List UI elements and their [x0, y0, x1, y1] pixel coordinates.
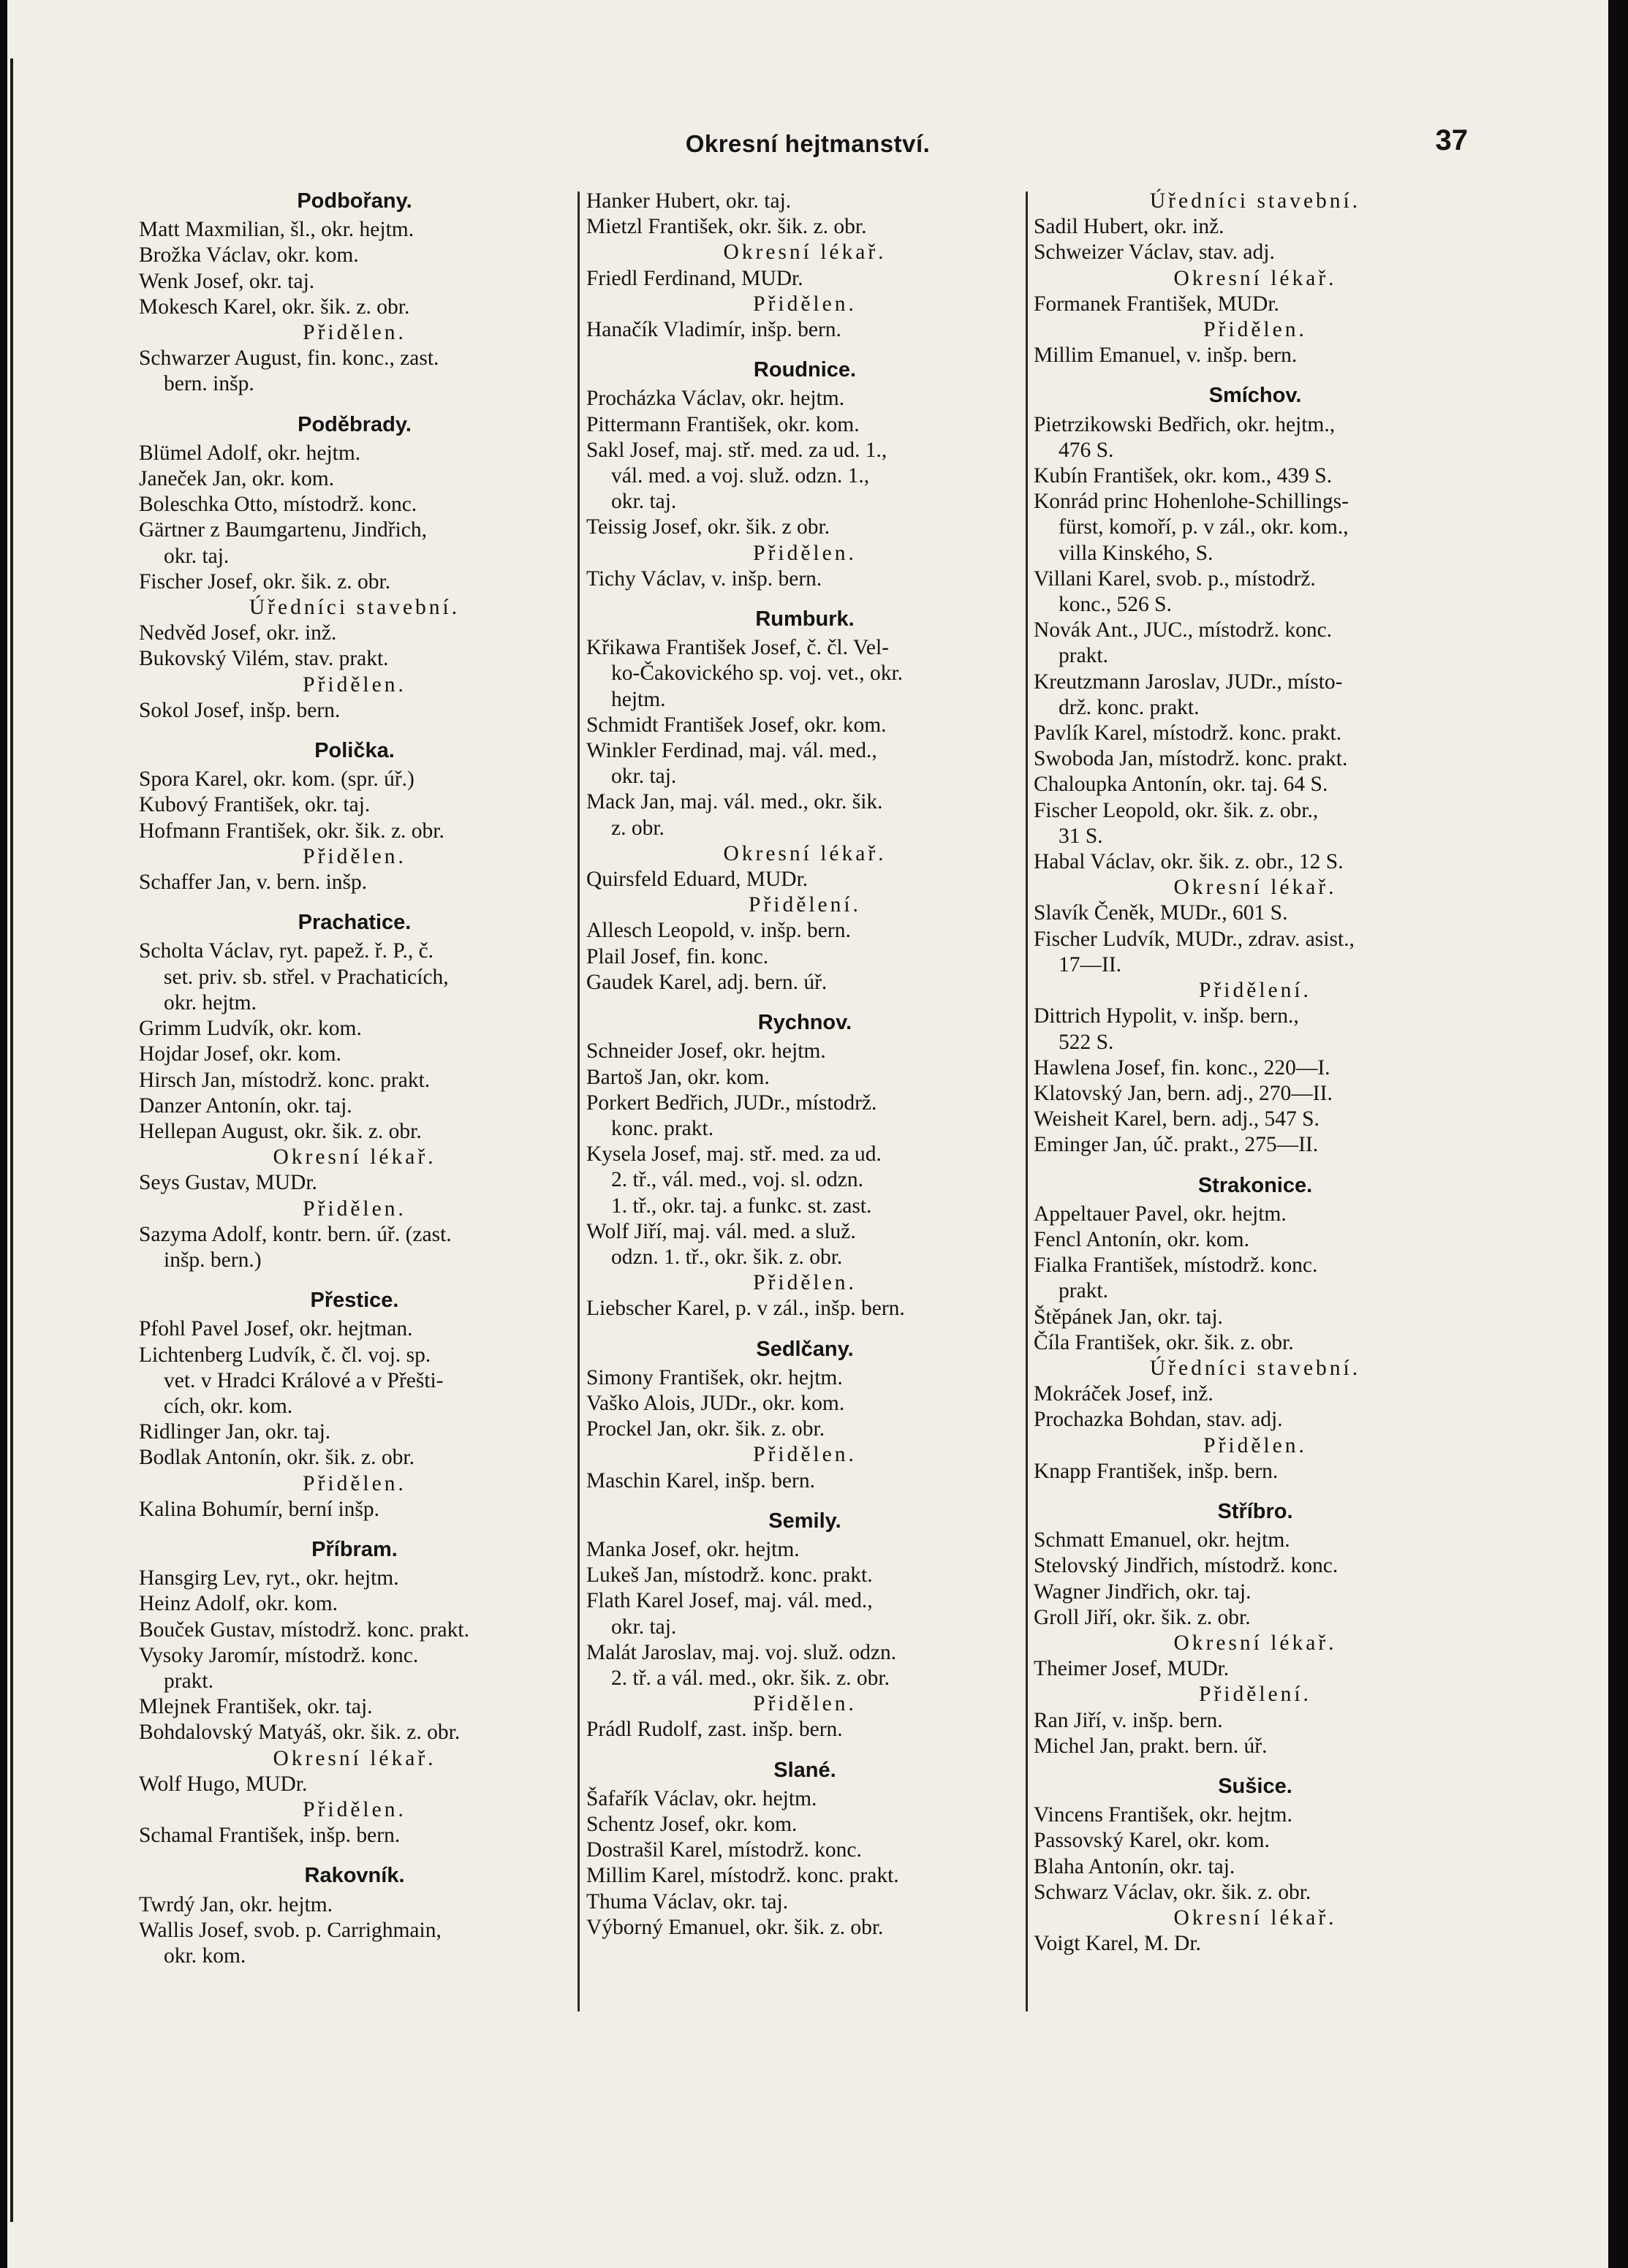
entry-line: Fencl Antonín, okr. kom. [1034, 1227, 1249, 1251]
entry-line: Štěpánek Jan, okr. taj. [1034, 1305, 1223, 1329]
entry-line: Hofmann František, okr. šik. z. obr. [139, 819, 444, 843]
subheading: Přidělen. [753, 292, 857, 316]
entry-line: Bartoš Jan, okr. kom. [586, 1065, 770, 1089]
entry-line: Výborný Emanuel, okr. šik. z. obr. [586, 1915, 884, 1939]
entry-line: Pfohl Pavel Josef, okr. hejtman. [139, 1317, 413, 1341]
entry-line: Schmidt František Josef, okr. kom. [586, 713, 887, 737]
entry-line: Schwarzer August, fin. konc., zast. [139, 346, 439, 371]
subheading: Okresní lékař. [723, 240, 887, 265]
entry-line: Kalina Bohumír, berní inšp. [139, 1497, 380, 1521]
entry-line: Sazyma Adolf, kontr. bern. úř. (zast. [139, 1222, 452, 1246]
entry-line: Simony František, okr. hejtm. [586, 1365, 843, 1389]
entry-line: hejtm. [611, 687, 666, 711]
entry-line: Flath Karel Josef, maj. vál. med., [586, 1589, 873, 1613]
entry-line: Swoboda Jan, místodrž. konc. prakt. [1034, 747, 1348, 771]
entry-line: prakt. [1059, 644, 1108, 668]
entry-line: Sakl Josef, maj. stř. med. za ud. 1., [586, 438, 887, 462]
column-rule-2 [1026, 191, 1028, 2011]
entry-line: Matt Maxmilian, šl., okr. hejtm. [139, 218, 414, 242]
entry-line: Voigt Karel, M. Dr. [1034, 1932, 1201, 1956]
document-page [7, 0, 1608, 2268]
entry-line: Fischer Ludvík, MUDr., zdrav. asist., [1034, 927, 1355, 951]
entry-line: odzn. 1. tř., okr. šik. z. obr. [611, 1245, 843, 1269]
entry-line: 2. tř., vál. med., voj. sl. odzn. [611, 1168, 863, 1192]
entry-line: Fialka František, místodrž. konc. [1034, 1254, 1318, 1278]
entry-line: Grimm Ludvík, okr. kom. [139, 1017, 362, 1041]
district-section [139, 1288, 570, 1522]
entry-line: Malát Jaroslav, maj. voj. služ. odzn. [586, 1640, 897, 1664]
entry-line: Bohdalovský Matyáš, okr. šik. z. obr. [139, 1721, 461, 1745]
entry-line: Fischer Leopold, okr. šik. z. obr., [1034, 798, 1319, 822]
entry-line: Pittermann František, okr. kom. [586, 412, 860, 436]
entry-line: Mack Jan, maj. vál. med., okr. šik. [586, 790, 883, 814]
entry-line: Hojdar Josef, okr. kom. [139, 1042, 341, 1066]
entry-line: 1. tř., okr. taj. a funkc. st. zast. [611, 1194, 872, 1218]
entry-line: Mokesch Karel, okr. šik. z. obr. [139, 295, 410, 319]
subheading: Okresní lékař. [273, 1145, 436, 1169]
entry-line: Manka Josef, okr. hejtm. [586, 1537, 800, 1561]
entry-line: Maschin Karel, inšp. bern. [586, 1468, 815, 1493]
entry-line: Schweizer Václav, stav. adj. [1034, 240, 1275, 265]
entry-line: Villani Karel, svob. p., místodrž. [1034, 566, 1316, 591]
entry-line: Winkler Ferdinad, maj. vál. med., [586, 739, 877, 763]
entry-line: Prádl Rudolf, zast. inšp. bern. [586, 1718, 843, 1742]
entry-line: Chaloupka Antonín, okr. taj. 64 S. [1034, 773, 1328, 797]
entry-line: Slavík Čeněk, MUDr., 601 S. [1034, 901, 1288, 925]
entry-line: Habal Václav, okr. šik. z. obr., 12 S. [1034, 850, 1344, 874]
entry-line: Mlejnek František, okr. taj. [139, 1695, 373, 1719]
subheading: Přidělen. [753, 1692, 857, 1716]
entry-line: Bukovský Vilém, stav. prakt. [139, 647, 389, 671]
entry-line: Sadil Hubert, okr. inž. [1034, 215, 1224, 239]
entry-line: Hanker Hubert, okr. taj. [586, 189, 792, 213]
subheading: Okresní lékař. [723, 841, 887, 865]
entry-line: Quirsfeld Eduard, MUDr. [586, 868, 809, 892]
entry-line: okr. kom. [164, 1944, 246, 1968]
entry-line: konc. prakt. [611, 1116, 714, 1140]
district-section [139, 189, 570, 398]
entry-line: Schmatt Emanuel, okr. hejtm. [1034, 1528, 1290, 1552]
district-heading: Rakovník. [304, 1864, 405, 1888]
entry-line: Prochazka Bohdan, stav. adj. [1034, 1408, 1283, 1432]
district-section [1034, 1173, 1477, 1484]
entry-line: Lichtenberg Ludvík, č. čl. voj. sp. [139, 1343, 431, 1367]
entry-line: fürst, komoří, p. v zál., okr. kom., [1059, 515, 1349, 539]
subheading: Úředníci stavební. [1149, 1356, 1361, 1380]
entry-line: Fischer Josef, okr. šik. z. obr. [139, 569, 391, 593]
entry-line: Bouček Gustav, místodrž. konc. prakt. [139, 1617, 469, 1642]
entry-line: drž. konc. prakt. [1059, 695, 1200, 719]
entry-line: Porkert Bedřich, JUDr., místodrž. [586, 1091, 877, 1115]
subheading: Přidělen. [303, 321, 406, 345]
entry-line: Weisheit Karel, bern. adj., 547 S. [1034, 1107, 1320, 1131]
subheading: Okresní lékař. [1173, 266, 1337, 290]
entry-line: Klatovský Jan, bern. adj., 270—II. [1034, 1081, 1333, 1105]
district-heading: Sušice. [1218, 1774, 1292, 1798]
district-heading: Sedlčany. [756, 1337, 854, 1361]
subheading: Přidělení. [1199, 1683, 1311, 1707]
district-section [1034, 383, 1477, 1158]
entry-line: Plail Josef, fin. konc. [586, 944, 769, 968]
entry-line: 522 S. [1059, 1030, 1114, 1054]
entry-line: Janeček Jan, okr. kom. [139, 467, 335, 491]
entry-line: Novák Ant., JUC., místodrž. konc. [1034, 618, 1333, 642]
page-number: 37 [1435, 124, 1468, 156]
district-section [139, 412, 570, 724]
subheading: Přidělen. [303, 1797, 406, 1821]
entry-line: Kysela Josef, maj. stř. med. za ud. [586, 1142, 882, 1167]
subheading: Přidělení. [1199, 979, 1311, 1003]
entry-line: vet. v Hradci Králové a v Přešti- [164, 1368, 444, 1392]
entry-line: Číla František, okr. šik. z. obr. [1034, 1330, 1294, 1354]
entry-line: Formanek František, MUDr. [1034, 292, 1279, 316]
entry-line: Heinz Adolf, okr. kom. [139, 1592, 338, 1616]
entry-line: Knapp František, inšp. bern. [1034, 1459, 1279, 1483]
entry-line: Passovský Karel, okr. kom. [1034, 1829, 1270, 1853]
district-heading: Smíchov. [1208, 384, 1302, 408]
subheading: Přidělen. [303, 844, 406, 868]
entry-line: Ridlinger Jan, okr. taj. [139, 1420, 331, 1444]
district-section [586, 357, 1023, 592]
entry-line: Seys Gustav, MUDr. [139, 1171, 317, 1195]
entry-line: z. obr. [611, 816, 665, 840]
district-section [1034, 189, 1477, 368]
entry-line: Blümel Adolf, okr. hejtm. [139, 441, 361, 465]
district-heading: Slané. [773, 1758, 836, 1782]
entry-line: Hawlena Josef, fin. konc., 220—I. [1034, 1055, 1330, 1080]
district-heading: Rychnov. [757, 1011, 852, 1035]
district-section [1034, 1499, 1477, 1759]
subheading: Okresní lékař. [1173, 1906, 1337, 1930]
district-section [586, 1509, 1023, 1743]
entry-line: Prockel Jan, okr. šik. z. obr. [586, 1417, 825, 1441]
subheading: Přidělen. [1203, 1433, 1307, 1457]
entry-line: 476 S. [1059, 438, 1114, 462]
district-section [139, 738, 570, 895]
entry-line: Mokráček Josef, inž. [1034, 1382, 1214, 1406]
subheading: Úředníci stavební. [1149, 189, 1361, 213]
district-heading: Příbram. [311, 1537, 398, 1561]
entry-line: Friedl Ferdinand, MUDr. [586, 266, 803, 290]
entry-line: Hirsch Jan, místodrž. konc. prakt. [139, 1068, 431, 1092]
column-1 [139, 189, 570, 1969]
district-heading: Roudnice. [753, 358, 857, 382]
entry-line: Appeltauer Pavel, okr. hejtm. [1034, 1202, 1287, 1226]
district-section [1034, 1774, 1477, 1957]
entry-line: Stelovský Jindřich, místodrž. konc. [1034, 1554, 1339, 1578]
entry-line: Wallis Josef, svob. p. Carrighmain, [139, 1918, 442, 1942]
entry-line: okr. hejtm. [164, 990, 257, 1014]
entry-line: ko-Čakovického sp. voj. vet., okr. [611, 661, 904, 686]
district-heading: Podbořany. [297, 189, 412, 213]
entry-line: Thuma Václav, okr. taj. [586, 1889, 789, 1914]
subheading: Přidělen. [753, 1271, 857, 1295]
entry-line: Kubový František, okr. taj. [139, 793, 371, 817]
entry-line: Hanačík Vladimír, inšp. bern. [586, 318, 841, 342]
running-header: Okresní hejtmanství. [685, 130, 931, 157]
entry-line: Schamal František, inšp. bern. [139, 1824, 401, 1848]
district-heading: Polička. [314, 739, 395, 763]
binding-edge [10, 58, 13, 2222]
entry-line: inšp. bern.) [164, 1248, 262, 1272]
entry-line: Michel Jan, prakt. bern. úř. [1034, 1734, 1268, 1758]
district-section [586, 1337, 1023, 1494]
entry-line: Vaško Alois, JUDr., okr. kom. [586, 1391, 845, 1415]
entry-line: prakt. [164, 1669, 213, 1693]
entry-line: okr. taj. [611, 490, 677, 514]
district-section [586, 1010, 1023, 1321]
subheading: Přidělen. [1203, 318, 1307, 342]
entry-line: cích, okr. kom. [164, 1394, 293, 1418]
district-heading: Prachatice. [298, 911, 412, 935]
entry-line: Tichy Václav, v. inšp. bern. [586, 566, 822, 591]
entry-line: Vysoky Jaromír, místodrž. konc. [139, 1643, 419, 1667]
entry-line: Dostrašil Karel, místodrž. konc. [586, 1838, 862, 1862]
district-heading: Poděbrady. [298, 412, 412, 436]
entry-line: Scholta Václav, ryt. papež. ř. P., č. [139, 939, 434, 963]
entry-line: Pavlík Karel, místodrž. konc. prakt. [1034, 721, 1342, 746]
district-heading: Rumburk. [755, 607, 855, 632]
entry-line: Wolf Jiří, maj. vál. med. a služ. [586, 1219, 856, 1243]
entry-line: Nedvěd Josef, okr. inž. [139, 621, 337, 645]
district-section [139, 910, 570, 1273]
entry-line: 17—II. [1059, 952, 1122, 976]
district-section [586, 189, 1023, 343]
entry-line: konc., 526 S. [1059, 593, 1172, 617]
entry-line: Pietrzikowski Bedřich, okr. hejtm., [1034, 412, 1336, 436]
district-heading: Stříbro. [1217, 1499, 1293, 1523]
entry-line: Ran Jiří, v. inšp. bern. [1034, 1708, 1223, 1732]
entry-line: Mietzl František, okr. šik. z. obr. [586, 215, 867, 239]
column-2 [586, 189, 1023, 1941]
district-section [586, 607, 1023, 995]
entry-line: Danzer Antonín, okr. taj. [139, 1093, 352, 1118]
entry-line: Millim Emanuel, v. inšp. bern. [1034, 344, 1298, 368]
subheading: Přidělen. [303, 1471, 406, 1495]
entry-line: Schentz Josef, okr. kom. [586, 1812, 798, 1836]
subheading: Přidělen. [753, 541, 857, 565]
entry-line: Theimer Josef, MUDr. [1034, 1657, 1230, 1681]
district-heading: Přestice. [310, 1289, 399, 1313]
entry-line: Šafařík Václav, okr. hejtm. [586, 1786, 817, 1810]
entry-line: Eminger Jan, úč. prakt., 275—II. [1034, 1133, 1319, 1157]
subheading: Přidělení. [749, 893, 861, 917]
entry-line: Wagner Jindřich, okr. taj. [1034, 1579, 1252, 1604]
column-3 [1034, 189, 1477, 1957]
entry-line: Hansgirg Lev, ryt., okr. hejtm. [139, 1566, 399, 1590]
subheading: Přidělen. [303, 672, 406, 697]
entry-line: Dittrich Hypolit, v. inšp. bern., [1034, 1004, 1299, 1028]
entry-line: Schwarz Václav, okr. šik. z. obr. [1034, 1880, 1311, 1904]
entry-line: okr. taj. [611, 765, 677, 789]
entry-line: prakt. [1059, 1279, 1108, 1303]
entry-line: Lukeš Jan, místodrž. konc. prakt. [586, 1563, 873, 1588]
entry-line: Křikawa František Josef, č. čl. Vel- [586, 636, 889, 660]
entry-line: Millim Karel, místodrž. konc. prakt. [586, 1864, 899, 1888]
subheading: Okresní lékař. [1173, 876, 1337, 900]
subheading: Okresní lékař. [273, 1746, 436, 1770]
entry-line: Wenk Josef, okr. taj. [139, 269, 315, 293]
entry-line: bern. inšp. [164, 372, 254, 396]
entry-line: vál. med. a voj. služ. odzn. 1., [611, 464, 870, 488]
entry-line: Allesch Leopold, v. inšp. bern. [586, 919, 851, 943]
entry-line: Liebscher Karel, p. v zál., inšp. bern. [586, 1297, 905, 1321]
entry-line: Wolf Hugo, MUDr. [139, 1772, 308, 1796]
entry-line: Brožka Václav, okr. kom. [139, 243, 359, 268]
column-rule-1 [578, 191, 580, 2011]
entry-line: Kubín František, okr. kom., 439 S. [1034, 464, 1333, 488]
entry-line: okr. taj. [164, 544, 230, 568]
entry-line: villa Kinského, S. [1059, 541, 1214, 565]
entry-line: Hellepan August, okr. šik. z. obr. [139, 1119, 422, 1143]
entry-line: 31 S. [1059, 824, 1103, 848]
entry-line: Groll Jiří, okr. šik. z. obr. [1034, 1605, 1251, 1629]
district-section [139, 1863, 570, 1969]
entry-line: Boleschka Otto, místodrž. konc. [139, 493, 417, 517]
subheading: Úředníci stavební. [249, 596, 461, 620]
district-section [139, 1537, 570, 1848]
district-section [586, 1758, 1023, 1941]
entry-line: Kreutzmann Jaroslav, JUDr., místo- [1034, 670, 1343, 694]
entry-line: Spora Karel, okr. kom. (spr. úř.) [139, 767, 414, 792]
entry-line: Gärtner z Baumgartenu, Jindřich, [139, 518, 428, 542]
entry-line: set. priv. sb. střel. v Prachaticích, [164, 965, 449, 989]
entry-line: Sokol Josef, inšp. bern. [139, 698, 341, 722]
entry-line: 2. tř. a vál. med., okr. šik. z. obr. [611, 1666, 890, 1690]
entry-line: Blaha Antonín, okr. taj. [1034, 1854, 1235, 1878]
district-heading: Strakonice. [1197, 1173, 1313, 1197]
entry-line: Vincens František, okr. hejtm. [1034, 1803, 1292, 1827]
entry-line: Twrdý Jan, okr. hejtm. [139, 1892, 333, 1916]
entry-line: Procházka Václav, okr. hejtm. [586, 387, 845, 411]
entry-line: okr. taj. [611, 1615, 677, 1639]
entry-line: Konrád princ Hohenlohe-Schillings- [1034, 490, 1349, 514]
district-heading: Semily. [768, 1509, 841, 1533]
entry-line: Teissig Josef, okr. šik. z obr. [586, 515, 830, 539]
subheading: Okresní lékař. [1173, 1631, 1337, 1655]
entry-line: Bodlak Antonín, okr. šik. z. obr. [139, 1446, 414, 1470]
subheading: Přidělen. [753, 1443, 857, 1467]
entry-line: Schaffer Jan, v. bern. inšp. [139, 871, 368, 895]
entry-line: Gaudek Karel, adj. bern. úř. [586, 970, 828, 994]
entry-line: Schneider Josef, okr. hejtm. [586, 1039, 826, 1063]
subheading: Přidělen. [303, 1196, 406, 1221]
